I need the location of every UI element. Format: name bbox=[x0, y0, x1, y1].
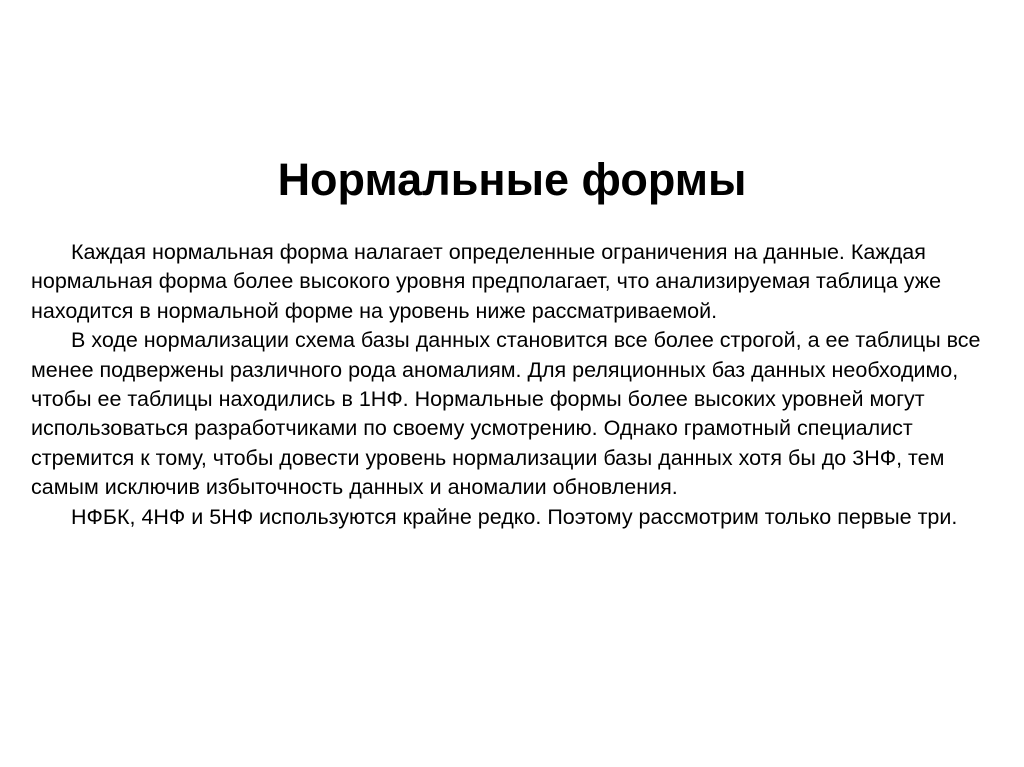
paragraph-3: НФБК, 4НФ и 5НФ используются крайне редко. Поэтому рассмотрим только первые три. bbox=[71, 504, 958, 529]
paragraph-1: Каждая нормальная форма налагает определенные ограничения на данные. Каждая нормальная форма более высокого уровня предполагает, что анализируемая таблица уже находится в нормальной форме на уровень ниже рассматриваемой. bbox=[31, 240, 942, 323]
slide-title: Нормальные формы bbox=[277, 154, 747, 205]
slide-body bbox=[31, 238, 991, 532]
paragraph-2: В ходе нормализации схема базы данных становится все более строгой, а ее таблицы все менее подвержены различного рода аномалиям. Для реляционных баз данных необходимо, чтобы ее таблицы находились в 1НФ. Нормальные формы более высоких уровней могут использоваться разработчиками по своему усмотрению. Однако грамотный специалист стремится к тому, чтобы довести уровень нормализации базы данных хотя бы до 3НФ, тем самым исключив избыточность данных и аномалии обновления. bbox=[31, 328, 981, 500]
